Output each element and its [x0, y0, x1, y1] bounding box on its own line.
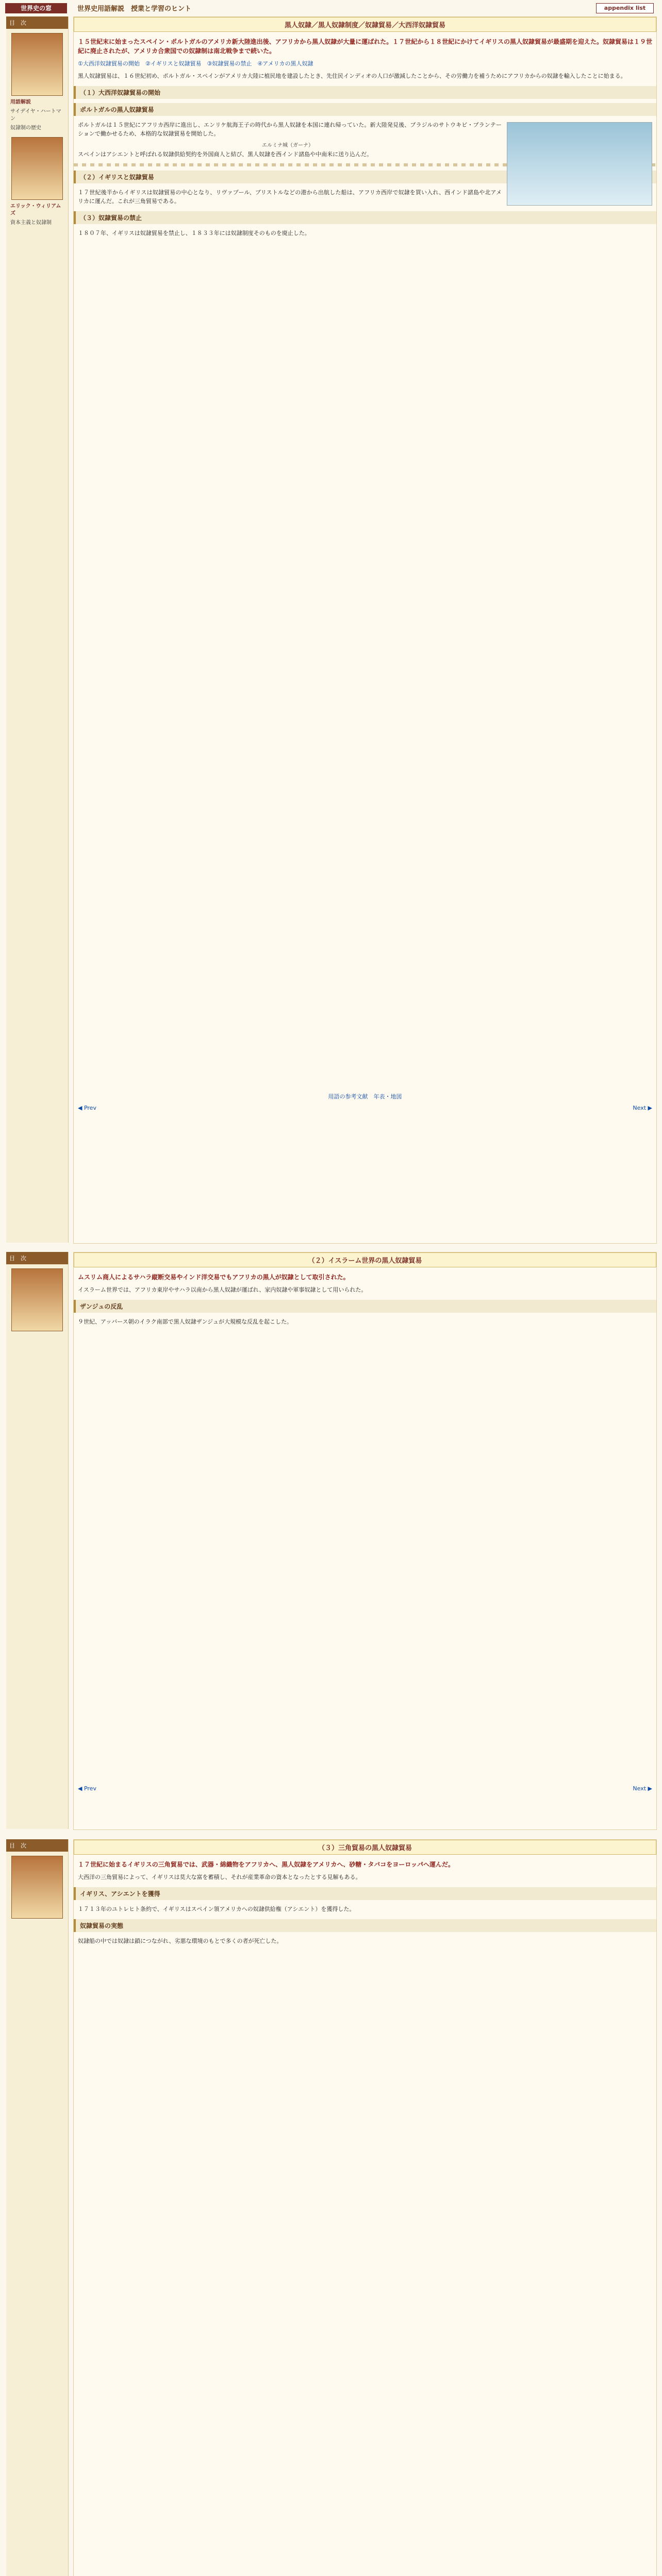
paragraph: ９世紀、アッバース朝のイラク南部で黒人奴隷ザンジュが大規模な反乱を起こした。 [78, 1318, 292, 1325]
paragraph: １７世紀後半からイギリスは奴隷貿易の中心となり、リヴァプール、ブリストルなどの港から出航した船は、アフリカ西岸で奴隷を買い入れ、西インド諸島や北アメリカに運んだ。これが三角貿易である。 [78, 189, 502, 205]
appendix-link[interactable]: appendix list [596, 3, 654, 13]
book-cover-image-3[interactable] [11, 1268, 63, 1331]
subheading: （２）イギリスと奴隷貿易 [74, 171, 656, 183]
main-section-2 [73, 1252, 657, 1830]
subheading: ポルトガルの黒人奴隷貿易 [74, 103, 656, 116]
subheading: イギリス、アシエントを獲得 [74, 1887, 656, 1900]
figure-image [507, 122, 652, 206]
paragraph: １８０７年、イギリスは奴隷貿易を禁止し、１８３３年には奴隷制度そのものを廃止した。 [78, 230, 310, 236]
prev-link[interactable]: ◀ Prev [78, 1785, 96, 1792]
book-cover-image[interactable] [11, 33, 63, 96]
book-cover-image-4[interactable] [11, 1856, 63, 1919]
book-author-2[interactable]: エリック・ウィリアムズ [10, 204, 61, 216]
subheading: （１）大西洋奴隷貿易の開始 [74, 86, 656, 99]
pager [78, 1785, 652, 1792]
book-title-2: 資本主義と奴隷制 [10, 220, 52, 226]
main-section-1 [73, 16, 657, 1244]
paragraph: 奴隷船の中では奴隷は鎖につながれ、劣悪な環境のもとで多くの者が死亡した。 [78, 1938, 283, 1944]
paragraph: 黒人奴隷貿易は、１６世紀初め、ポルトガル・スペインがアメリカ大陸に植民地を建設したとき、先住民インディオの人口が激減したことから、その労働力を補うためにアフリカからの奴隷を輸入したことに始まる。 [78, 73, 626, 79]
book-cover-image-2[interactable] [11, 137, 63, 200]
section-title: （３）三角貿易の黒人奴隷貿易 [74, 1840, 656, 1855]
pager [78, 1105, 652, 1111]
subheading: 奴隷貿易の実態 [74, 1919, 656, 1932]
sidebar-header: 目 次 [6, 16, 68, 29]
paragraph: １７１３年のユトレヒト条約で、イギリスはスペイン領アメリカへの奴隷供給権（アシエント）を獲得した。 [78, 1906, 355, 1912]
sidebar [6, 16, 69, 1243]
section-lead: ムスリム商人によるサハラ縦断交易やインド洋交易でもアフリカの黒人が奴隷として取引された。 [78, 1274, 350, 1281]
paragraph: スペインはアシエントと呼ばれる奴隷供給契約を外国商人と結び、黒人奴隷を西インド諸島や中南米に送り込んだ。 [78, 151, 373, 158]
subheading: ザンジュの反乱 [74, 1300, 656, 1313]
next-link[interactable]: Next ▶ [633, 1785, 652, 1792]
paragraph: 大西洋の三角貿易によって、イギリスは莫大な富を蓄積し、それが産業革命の資本となったとする見解もある。 [78, 1874, 361, 1880]
book-subtitle: 奴隷制の歴史 [10, 125, 41, 131]
book-title[interactable]: 用語解説 [10, 99, 31, 105]
section-contents[interactable]: ①大西洋奴隷貿易の開始 ②イギリスと奴隷貿易 ③奴隷貿易の禁止 ④アメリカの黒人奴隷 [78, 60, 313, 67]
figure-caption: エルミナ城（ガーナ） [262, 143, 313, 148]
section-lead: １５世紀末に始まったスペイン・ポルトガルのアメリカ新大陸進出後、アフリカから黒人奴隷が大量に運ばれた。１７世紀から１８世紀にかけてイギリスの黒人奴隷貿易が最盛期を迎えた。奴隷貿易は１９世紀に廃止されたが、アメリカ合衆国での奴隷制は南北戦争まで続いた。 [78, 38, 652, 55]
content-filler [74, 1947, 656, 2576]
content-filler [74, 239, 656, 1089]
content-filler [74, 1328, 656, 1781]
section-title: （２）イスラーム世界の黒人奴隷貿易 [74, 1252, 656, 1267]
paragraph: イスラーム世界では、アフリカ東岸やサハラ以南から黒人奴隷が運ばれ、家内奴隷や軍事奴隷として用いられた。 [78, 1286, 367, 1293]
site-logo[interactable]: 世界史の窓 [5, 3, 67, 13]
section-title: 黒人奴隷／黒人奴隷制度／奴隷貿易／大西洋奴隷貿易 [74, 17, 656, 32]
paragraph: ポルトガルは１５世紀にアフリカ西岸に進出し、エンリケ航海王子の時代から黒人奴隷を本国に連れ帰っていた。新大陸発見後、ブラジルのサトウキビ・プランテーションで働かせるため、本格的な奴隷貿易を開始した。 [78, 122, 502, 137]
book-author: サイデイヤ・ハートマン [10, 109, 61, 122]
sidebar-3 [6, 1839, 69, 2576]
sidebar-header: 目 次 [6, 1839, 68, 1852]
section-lead: １７世紀に始まるイギリスの三角貿易では、武器・綿織物をアフリカへ、黒人奴隷をアメリカへ、砂糖・タバコをヨーロッパへ運んだ。 [78, 1861, 454, 1868]
bottom-links[interactable]: 用語の参考文献 年表・地図 [328, 1093, 402, 1100]
sidebar-header: 目 次 [6, 1252, 68, 1264]
prev-link[interactable]: ◀ Prev [78, 1105, 96, 1111]
next-link[interactable]: Next ▶ [633, 1105, 652, 1111]
subheading: （３）奴隷貿易の禁止 [74, 211, 656, 224]
main-section-3 [73, 1839, 657, 2576]
site-title: 世界史用語解説 授業と学習のヒント [77, 5, 192, 13]
sidebar-2 [6, 1252, 69, 1829]
